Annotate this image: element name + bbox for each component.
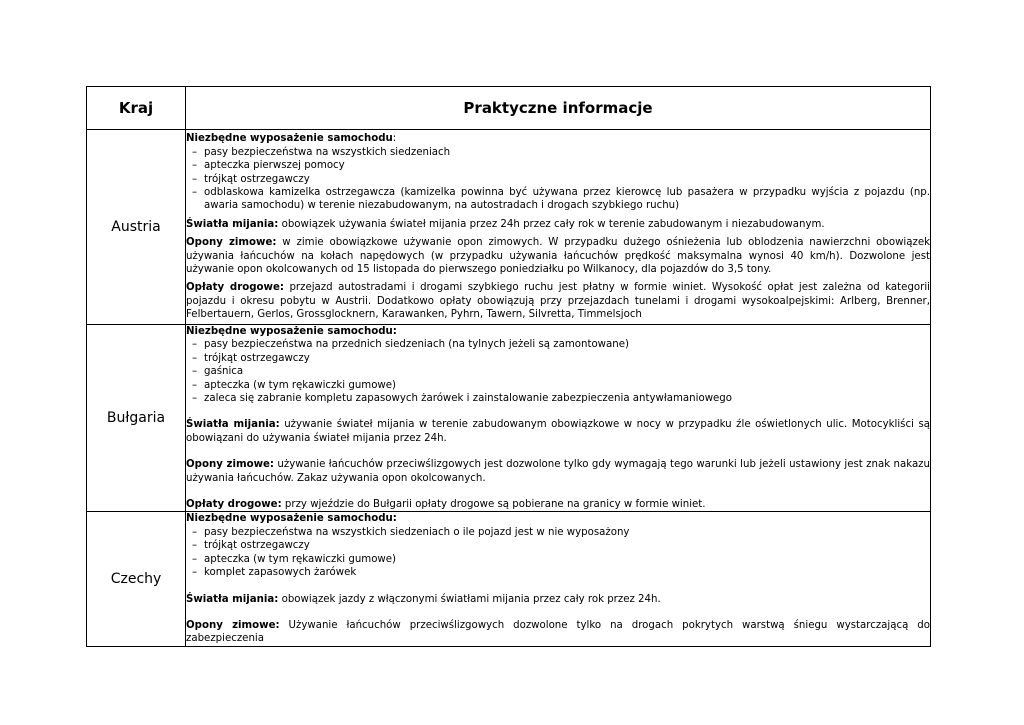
fees-text: przy wjeździe do Bułgarii opłaty drogowe są pobierane na granicy w formie winiet. xyxy=(284,499,706,511)
fees-section xyxy=(186,281,930,321)
lights-section xyxy=(186,418,930,445)
lights-label: Światła mijania: xyxy=(186,593,279,605)
tires-section xyxy=(186,458,930,485)
fees-section xyxy=(186,498,930,511)
equipment-label: Niezbędne wyposażenie samochodu: xyxy=(186,326,397,337)
country-info-table xyxy=(86,86,931,647)
lights-text: obowiązek jazdy z włączonymi światłami mijania przez cały rok przez 24h. xyxy=(281,593,661,605)
tires-section xyxy=(186,236,930,276)
tires-text: używanie łańcuchów przeciwślizgowych jest dozwolone tylko gdy wymagają tego warunki lub jeżeli ustawiony jest znak nakazu używania łańcuchów. Zakaz używania opon okolcowanych. xyxy=(186,459,930,484)
fees-label: Opłaty drogowe: xyxy=(186,499,282,511)
lights-label: Światła mijania: xyxy=(186,419,280,431)
tires-label: Opony zimowe: xyxy=(186,619,280,631)
table-header-row xyxy=(87,87,931,130)
info-cell xyxy=(186,130,931,325)
list-item: – apteczka (w tym rękawiczki gumowe) xyxy=(186,379,930,392)
list-item: – trójkąt ostrzegawczy xyxy=(186,173,930,186)
tires-label: Opony zimowe: xyxy=(186,237,277,249)
info-cell xyxy=(186,512,931,646)
equipment-section: Niezbędne wyposażenie samochodu: xyxy=(186,133,397,145)
list-item: – gaśnica xyxy=(186,365,930,378)
country-name: Czechy xyxy=(87,512,186,646)
equipment-label: Niezbędne wyposażenie samochodu: xyxy=(186,513,397,525)
equipment-list xyxy=(186,338,930,405)
lights-label: Światła mijania: xyxy=(186,218,279,230)
table-row-bulgaria xyxy=(87,325,931,512)
list-item: – apteczka (w tym rękawiczki gumowe) xyxy=(186,553,930,566)
list-item: – pasy bezpieczeństwa na przednich siedzeniach (na tylnych jeżeli są zamontowane) xyxy=(186,338,930,351)
list-item: – odblaskowa kamizelka ostrzegawcza (kamizelka powinna być używana przez kierowcę lub pasażera w przypadku wyjścia z pojazdu (np. awaria samochodu) w terenie niezabudowanym, na autostradach i drogach szybkiego ruchu) xyxy=(186,186,930,213)
country-name: Austria xyxy=(87,130,186,325)
list-item: – pasy bezpieczeństwa na wszystkich siedzeniach o ile pojazd jest w nie wyposażony xyxy=(186,526,930,539)
fees-text: przejazd autostradami i drogami szybkiego ruchu jest płatny w formie winiet. Wysokość opłat jest zależna od kategorii pojazdu i okresu pobytu w Austrii. Dodatkowo opłaty obowiązują przy przejazdach tunelami i drogami wysokoalpejskimi: Arlberg, Brenner, Felbertauern, Gerlos, Grossglocknern, Karawanken, Pyhrn, Tawern, Silvretta, Timmelsjoch xyxy=(186,282,930,321)
lights-text: obowiązek używania świateł mijania przez 24h przez cały rok w terenie zabudowanym i niezabudowanym. xyxy=(281,218,825,230)
header-country: Kraj xyxy=(87,87,186,130)
table-row-austria xyxy=(87,130,931,325)
list-item: – zaleca się zabranie kompletu zapasowych żarówek i zainstalowanie zabezpieczenia antywłamaniowego xyxy=(186,392,930,405)
country-name: Bułgaria xyxy=(87,325,186,512)
fees-label: Opłaty drogowe: xyxy=(186,282,284,294)
tires-text: w zimie obowiązkowe używanie opon zimowych. W przypadku dużego ośnieżenia lub oblodzenia nawierzchni obowiązek używania łańcuchów na kołach napędowych (w przypadku używania łańcuchów prędkość maksymalna wynosi 40 km/h). Dozwolone jest używanie opon okolcowanych od 15 listopada do pierwszego poniedziałku po Wilkanocy, dla pojazdów do 3,5 tony. xyxy=(186,237,930,276)
list-item: – trójkąt ostrzegawczy xyxy=(186,539,930,552)
equipment-list xyxy=(186,146,930,213)
list-item: – pasy bezpieczeństwa na wszystkich siedzeniach xyxy=(186,146,930,159)
info-cell xyxy=(186,325,931,512)
list-item: – trójkąt ostrzegawczy xyxy=(186,352,930,365)
tires-text: Używanie łańcuchów przeciwślizgowych dozwolone tylko na drogach pokrytych warstwą śniegu wystarczającą do zabezpieczenia xyxy=(186,619,930,645)
equipment-label: Niezbędne wyposażenie samochodu xyxy=(186,133,393,145)
equipment-list xyxy=(186,526,930,580)
lights-section xyxy=(186,593,930,606)
header-info: Praktyczne informacje xyxy=(186,87,931,130)
lights-section xyxy=(186,218,930,231)
tires-section xyxy=(186,619,930,646)
lights-text: używanie świateł mijania w terenie zabudowanym obowiązkowe w nocy w przypadku źle oświetlonych ulic. Motocykliści są obowiązani do używania świateł mijania przez 24h. xyxy=(186,419,930,444)
list-item: – komplet zapasowych żarówek xyxy=(186,566,930,579)
table-row-czechy xyxy=(87,512,931,646)
tires-label: Opony zimowe: xyxy=(186,459,274,471)
list-item: – apteczka pierwszej pomocy xyxy=(186,159,930,172)
